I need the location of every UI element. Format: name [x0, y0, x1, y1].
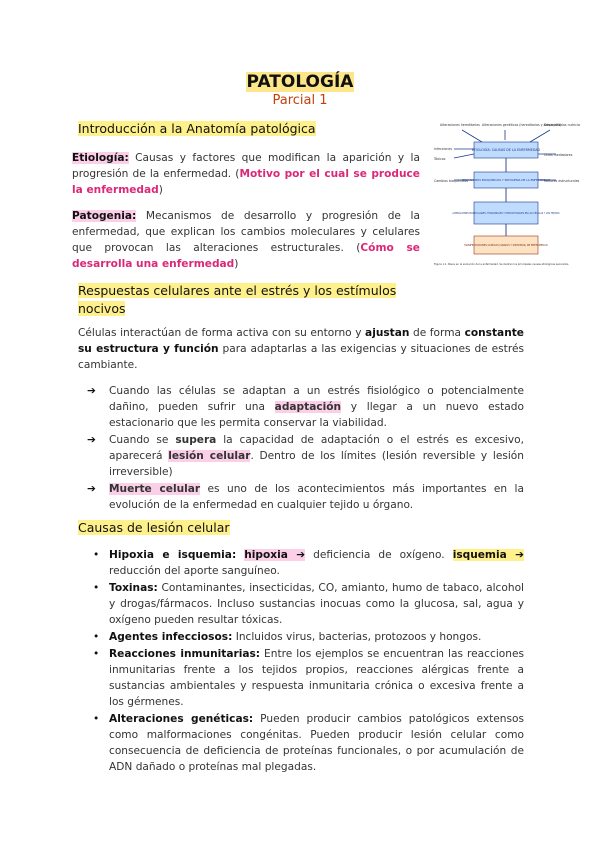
fig-top-label-1: Alteraciones hereditarias — [440, 123, 480, 127]
etiologia-emphasis: Motivo por el cual se produce la enfermedad — [72, 168, 420, 196]
etiology-figure — [432, 120, 580, 275]
list-item: ➔ Muerte celular es uno de los acontecimientos más importantes en la evolución de la enfermedad en cualquier tejido u órgano. — [87, 483, 524, 511]
fig-top-label-3: Desequilibrios nutricio — [544, 123, 580, 127]
fig-right-label-1: Otros mediadores — [544, 153, 573, 157]
list-item: • Hipoxia e isquemia: hipoxia ➔ deficiencia de oxígeno. isquemia ➔ reducción del aporte sanguíneo. — [83, 547, 524, 579]
fig-left-label-1: Infecciones — [434, 147, 453, 151]
svg-text:ALTERACIONES MOLECULARES, FUNC: ALTERACIONES MOLECULARES, FUNCIONALES Y ESTRUCTURALES EN LAS CÉLULAS Y LOS TEJIDOS — [452, 212, 560, 215]
section-heading-causes: Causas de lesión celular — [78, 520, 230, 535]
list-item: • Toxinas: Contaminantes, insecticidas, CO, amianto, humo de tabaco, alcohol y drogas/fármacos. Incluso sustancias inocuas como la glucosa, sal, agua y oxígeno pueden resultar tóxicas. — [83, 580, 524, 628]
etiologia-paragraph: Etiología: Causas y factores que modifican la aparición y la progresión de la enfermedad. (Motivo por el cual se produce la enfermedad) — [72, 152, 420, 196]
svg-text:MECANISMOS BIOQUÍMICOS Y PATOG: MECANISMOS BIOQUÍMICOS Y PATOGENIA DE LA ENFERMEDAD — [461, 178, 551, 182]
list-item: • Reacciones inmunitarias: Entre los ejemplos se encuentran las reacciones inmunitarias frente a los tejidos propios, reacciones alérgicas frente a sustancias ambientales y respuesta inmunitaria crónica o excesiva frente a los gérmenes. — [83, 646, 524, 710]
patogenia-paragraph: Patogenia: Mecanismos de desarrollo y progresión de la enfermedad, que explican los cambios moleculares y celulares que provocan las alteraciones estructurales. (Cómo se desarrolla una enfermedad) — [72, 210, 420, 270]
svg-text:MANIFESTACIONES CLÍNICAS (SIGN: MANIFESTACIONES CLÍNICAS (SIGNOS Y SÍNTOMAS) DE ENFERMEDAD — [464, 244, 548, 247]
fig-left-label-2: Tóxicos — [434, 157, 446, 161]
fig-top-label-2: Alteraciones genéticas (hereditarias y adquiridas) — [482, 123, 562, 127]
list-item: • Agentes infecciosos: Incluidos virus, bacterias, protozoos y hongos. — [83, 629, 524, 645]
responses-list — [83, 383, 524, 514]
etiologia-term: Etiología: — [72, 152, 129, 164]
page-title: PATOLOGÍA — [246, 72, 354, 92]
responses-intro: Células interactúan de forma activa con su entorno y ajustan de forma constante su estructura y función para adaptarlas a las exigencias y situaciones de estrés cambiante. — [78, 327, 524, 371]
patogenia-emphasis: Cómo se desarrolla una enfermedad — [72, 242, 420, 270]
section-heading-responses: Respuestas celulares ante el estrés y los estímulos nocivos — [78, 283, 397, 316]
section-heading-intro: Introducción a la Anatomía patológica — [78, 121, 316, 136]
fig-caption: Figura 1.1. Pasos en la evolución de la enfermedad. Se ilustran los principales causas etiológicas asociados. — [434, 263, 570, 266]
list-item: ➔ Cuando se supera la capacidad de adaptación o el estrés es excesivo, aparecerá lesión celular. Dentro de los límites (lesión reversible y lesión irreversible) — [87, 434, 524, 478]
page-subtitle: Parcial 1 — [272, 93, 328, 108]
patogenia-term: Patogenia: — [72, 210, 137, 222]
causes-list — [83, 547, 524, 776]
list-item: ➔ Cuando las células se adaptan a un estrés fisiológico o potencialmente dañino, pueden sufrir una adaptación y llegar a un nuevo estado estacionario que les permita conservar la viabilidad. — [87, 385, 524, 429]
fig-right-label-2: Factores estructurales — [544, 179, 580, 183]
list-item: • Alteraciones genéticas: Pueden producir cambios patológicos extensos como malformaciones congénitas. Pueden producir lesión celular como consecuencia de deficiencia de proteínas funcionales, o por acumulación de ADN dañado o proteínas mal plegadas. — [83, 711, 524, 775]
fig-left-label-3: Cambios bioquímicos — [434, 179, 468, 183]
svg-text:ETIOLOGÍA: CAUSAS DE LA ENFERM: ETIOLOGÍA: CAUSAS DE LA ENFERMEDAD — [471, 148, 541, 152]
